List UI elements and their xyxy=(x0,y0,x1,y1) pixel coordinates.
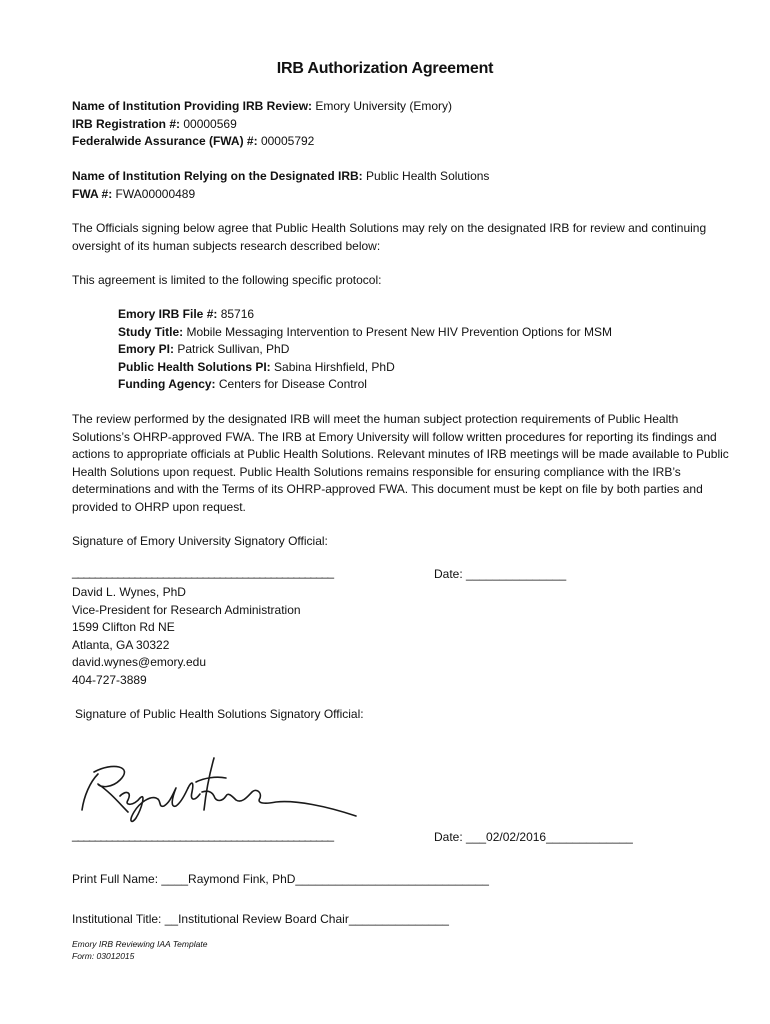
footer-form-number: Form: 03012015 xyxy=(72,951,135,961)
emory-official-street: 1599 Clifton Rd NE xyxy=(72,620,175,634)
signature-stroke xyxy=(196,777,226,782)
relying-institution-line xyxy=(72,168,489,186)
irb-registration-line xyxy=(72,116,237,134)
officials-paragraph: The Officials signing below agree that Public Health Solutions may rely on the designated IRB for review and continuing oversight of its human subjects research described below: xyxy=(72,221,707,253)
relying-institution-label: Name of Institution Relying on the Designated IRB: xyxy=(72,169,363,183)
protocol-funding-label: Funding Agency: xyxy=(118,377,216,391)
phs-signature-label: Signature of Public Health Solutions Signatory Official: xyxy=(75,707,364,721)
review-paragraph: The review performed by the designated IRB will meet the human subject protection requirements of Public Health Solutions’s OHRP-approved FWA. The IRB at Emory University will follow written procedures for reporting its findings and actions to appropriate officials at Public Health Solutions. Relevant minutes of IRB meetings will be made available to Public Health Solutions upon request. Public Health Solutions remains responsible for ensuring compliance with the IRB’s determinations and with the Terms of its OHRP-approved FWA. This document must be kept on file by both parties and provided to OHRP upon request. xyxy=(72,412,729,514)
protocol-pi-label: Emory PI: xyxy=(118,342,175,356)
institutional-title-line xyxy=(72,911,449,929)
protocol-pi-line xyxy=(118,341,289,359)
protocol-phs-pi-line xyxy=(118,359,395,377)
emory-official-name: David L. Wynes, PhD xyxy=(72,585,186,599)
reviewing-institution-value: Emory University (Emory) xyxy=(312,99,453,113)
emory-signature-line: ______________________________________________ xyxy=(72,565,333,579)
relying-fwa-label: FWA #: xyxy=(72,186,113,201)
protocol-phs-pi-label: Public Health Solutions PI: xyxy=(118,359,271,374)
irb-registration-value: 00000569 xyxy=(180,116,237,131)
signature-stroke xyxy=(202,790,356,816)
phs-date-value: ___02/02/2016_____________ xyxy=(466,830,633,844)
institutional-title-label: Institutional Title: xyxy=(72,912,165,926)
emory-official-role: Vice-President for Research Administration xyxy=(72,602,301,617)
institutional-title-value: __Institutional Review Board Chair_______________ xyxy=(164,912,449,926)
protocol-funding-value: Centers for Disease Control xyxy=(215,377,367,391)
signature-stroke xyxy=(204,758,214,810)
signature-stroke xyxy=(120,788,188,821)
irb-registration-label: IRB Registration #: xyxy=(72,116,181,131)
footer-template-name: Emory IRB Reviewing IAA Template xyxy=(72,939,208,949)
reviewing-institution-line xyxy=(72,98,452,116)
phs-signature-line: ______________________________________________ xyxy=(72,828,333,842)
protocol-file-label: Emory IRB File #: xyxy=(118,307,218,321)
fwa-label: Federalwide Assurance (FWA) #: xyxy=(72,134,258,148)
emory-official-email: david.wynes@emory.edu xyxy=(72,655,207,669)
print-name-value: ____Raymond Fink, PhD_____________________________ xyxy=(161,872,489,886)
handwritten-signature-image xyxy=(76,752,366,832)
fwa-value: 00005792 xyxy=(257,134,315,148)
relying-fwa-line xyxy=(72,186,195,204)
protocol-file-line xyxy=(118,306,254,324)
protocol-study-label: Study Title: xyxy=(118,324,184,339)
emory-official-phone: 404-727-3889 xyxy=(72,672,147,687)
emory-signature-label: Signature of Emory University Signatory Official: xyxy=(72,534,328,548)
phs-date-label: Date: xyxy=(434,830,467,844)
document-title: IRB Authorization Agreement xyxy=(276,60,494,77)
protocol-funding-line xyxy=(118,376,367,394)
emory-official-city: Atlanta, GA 30322 xyxy=(72,637,170,652)
phs-date xyxy=(434,830,633,844)
relying-institution-value: Public Health Solutions xyxy=(362,169,490,183)
signature-stroke xyxy=(188,783,200,799)
protocol-phs-pi-value: Sabina Hirshfield, PhD xyxy=(270,359,395,374)
fwa-line xyxy=(72,133,314,151)
protocol-study-line xyxy=(118,324,612,342)
limited-paragraph: This agreement is limited to the following specific protocol: xyxy=(72,273,382,287)
relying-fwa-value: FWA00000489 xyxy=(112,186,196,201)
signature-stroke xyxy=(82,774,98,810)
signature-stroke xyxy=(94,766,128,812)
protocol-pi-value: Patrick Sullivan, PhD xyxy=(174,342,290,356)
protocol-study-value: Mobile Messaging Intervention to Present New HIV Prevention Options for MSM xyxy=(183,324,612,339)
protocol-file-value: 85716 xyxy=(217,307,255,321)
emory-date: Date: _______________ xyxy=(434,567,567,581)
print-name-label: Print Full Name: xyxy=(72,872,162,886)
reviewing-institution-label: Name of Institution Providing IRB Review: xyxy=(72,99,313,113)
print-name-line xyxy=(72,871,489,889)
